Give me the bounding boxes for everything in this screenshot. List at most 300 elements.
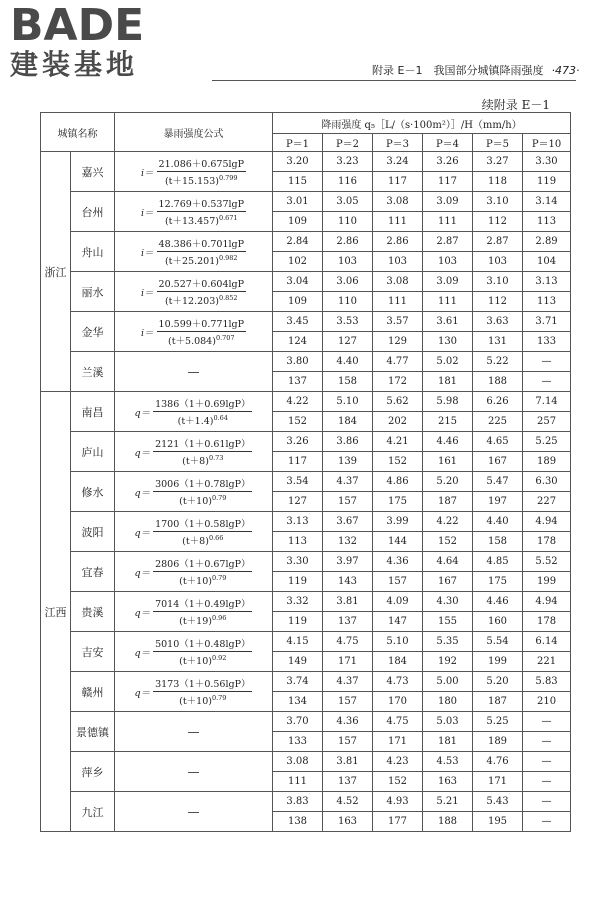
formula-numerator: 20.527＋0.604lgP — [157, 276, 246, 292]
q5-value-cell: 5.10 — [373, 632, 423, 652]
h-value-cell: 171 — [473, 772, 523, 792]
q5-value-cell: 4.23 — [373, 752, 423, 772]
q5-value-cell: 4.94 — [523, 512, 571, 532]
q5-value-cell: 3.54 — [273, 472, 323, 492]
q5-value-cell: 4.46 — [473, 592, 523, 612]
h-value-cell: 163 — [323, 812, 373, 832]
q5-value-cell: 3.45 — [273, 312, 323, 332]
table-row — [41, 432, 571, 452]
q5-value-cell: 3.13 — [523, 272, 571, 292]
formula-fraction — [157, 276, 246, 307]
formula-lhs: i＝ — [141, 327, 154, 339]
col-header-p3: P＝3 — [373, 134, 423, 152]
province-cell: 浙江 — [41, 152, 71, 392]
q5-value-cell: 3.83 — [273, 792, 323, 812]
h-value-cell: 167 — [473, 452, 523, 472]
formula-fraction — [153, 636, 252, 667]
h-value-cell: 133 — [523, 332, 571, 352]
formula-exponent: 0.79 — [211, 573, 227, 582]
q5-value-cell: 4.73 — [373, 672, 423, 692]
h-value-cell: 137 — [273, 372, 323, 392]
formula-cell — [115, 472, 273, 512]
formula-lhs: q＝ — [134, 447, 151, 459]
h-value-cell: 188 — [473, 372, 523, 392]
q5-value-cell: 3.30 — [273, 552, 323, 572]
storm-intensity-formula — [141, 236, 246, 267]
h-value-cell: 137 — [323, 612, 373, 632]
h-value-cell: 111 — [273, 772, 323, 792]
q5-value-cell: 5.47 — [473, 472, 523, 492]
logo-subtitle: 建装基地 — [10, 48, 139, 81]
h-value-cell: 117 — [373, 172, 423, 192]
q5-value-cell: 4.36 — [373, 552, 423, 572]
q5-value-cell: 4.37 — [323, 672, 373, 692]
formula-fraction — [157, 316, 246, 347]
q5-value-cell: 4.09 — [373, 592, 423, 612]
formula-denominator-base: (t＋10) — [179, 696, 212, 707]
formula-cell — [115, 552, 273, 592]
q5-value-cell: 5.21 — [423, 792, 473, 812]
h-value-cell: 163 — [423, 772, 473, 792]
h-value-cell: 157 — [323, 692, 373, 712]
h-value-cell: 188 — [423, 812, 473, 832]
h-value-cell: 187 — [423, 492, 473, 512]
formula-exponent: 0.852 — [218, 293, 238, 302]
h-value-cell: 152 — [423, 532, 473, 552]
h-value-cell: 115 — [273, 172, 323, 192]
city-name-cell: 宜春 — [71, 552, 115, 592]
formula-fraction — [157, 196, 246, 227]
h-value-cell: 127 — [273, 492, 323, 512]
storm-intensity-formula — [135, 676, 253, 707]
h-value-cell: 184 — [373, 652, 423, 672]
table-row — [41, 592, 571, 612]
formula-numerator: 7014（1＋0.49lgP） — [153, 596, 252, 612]
formula-denominator-base: (t＋8) — [182, 456, 209, 467]
formula-cell — [115, 672, 273, 712]
city-name-cell: 吉安 — [71, 632, 115, 672]
table-row — [41, 752, 571, 772]
city-name-cell: 金华 — [71, 312, 115, 352]
city-name-cell: 丽水 — [71, 272, 115, 312]
q5-value-cell: 4.52 — [323, 792, 373, 812]
h-value-cell: 178 — [523, 612, 571, 632]
h-value-cell: 112 — [473, 292, 523, 312]
h-value-cell: 102 — [273, 252, 323, 272]
h-value-cell: 178 — [523, 532, 571, 552]
q5-value-cell: 5.52 — [523, 552, 571, 572]
table-row — [41, 392, 571, 412]
h-value-cell: 111 — [373, 292, 423, 312]
formula-numerator: 21.086＋0.675lgP — [157, 156, 246, 172]
q5-value-cell: 3.05 — [323, 192, 373, 212]
q5-value-cell: 3.32 — [273, 592, 323, 612]
q5-value-cell: 2.89 — [523, 232, 571, 252]
formula-denominator-base: (t＋15.153) — [164, 176, 219, 187]
formula-cell — [115, 392, 273, 432]
h-value-cell: 160 — [473, 612, 523, 632]
storm-intensity-formula — [141, 276, 246, 307]
h-value-cell: 129 — [373, 332, 423, 352]
col-header-p5: P＝5 — [473, 134, 523, 152]
formula-cell — [115, 352, 273, 392]
q5-value-cell: 2.86 — [323, 232, 373, 252]
h-value-cell: 227 — [523, 492, 571, 512]
h-value-cell: 149 — [273, 652, 323, 672]
storm-intensity-formula — [135, 436, 253, 467]
h-value-cell: 134 — [273, 692, 323, 712]
no-formula-dash: — — [187, 804, 200, 819]
formula-numerator: 48.386＋0.701lgP — [157, 236, 246, 252]
h-value-cell: 131 — [473, 332, 523, 352]
logo-wordmark: BADE — [10, 0, 145, 51]
col-header-city: 城镇名称 — [41, 113, 115, 152]
h-value-cell: 161 — [423, 452, 473, 472]
q5-value-cell: 3.63 — [473, 312, 523, 332]
table-row — [41, 272, 571, 292]
col-header-p4: P＝4 — [423, 134, 473, 152]
h-value-cell: 152 — [373, 452, 423, 472]
storm-intensity-formula — [141, 196, 246, 227]
formula-cell — [115, 312, 273, 352]
formula-lhs: q＝ — [134, 607, 151, 619]
h-value-cell: 133 — [273, 732, 323, 752]
city-name-cell: 贵溪 — [71, 592, 115, 632]
h-value-cell: 157 — [373, 572, 423, 592]
h-value-cell: 109 — [273, 212, 323, 232]
q5-value-cell: 4.15 — [273, 632, 323, 652]
h-value-cell: 103 — [423, 252, 473, 272]
running-header — [372, 62, 580, 78]
formula-numerator: 2806（1＋0.67lgP） — [153, 556, 252, 572]
q5-value-cell: 4.36 — [323, 712, 373, 732]
q5-value-cell: 5.03 — [423, 712, 473, 732]
q5-value-cell: 3.97 — [323, 552, 373, 572]
city-name-cell: 修水 — [71, 472, 115, 512]
h-value-cell: 103 — [373, 252, 423, 272]
h-value-cell: 130 — [423, 332, 473, 352]
formula-cell — [115, 752, 273, 792]
h-value-cell: 103 — [473, 252, 523, 272]
storm-intensity-formula — [141, 156, 246, 187]
q5-value-cell: 2.87 — [473, 232, 523, 252]
city-name-cell: 南昌 — [71, 392, 115, 432]
h-value-cell: 111 — [373, 212, 423, 232]
h-value-cell: 147 — [373, 612, 423, 632]
h-value-cell: 132 — [323, 532, 373, 552]
no-formula-dash: — — [187, 364, 200, 379]
formula-fraction — [153, 516, 252, 547]
q5-value-cell: — — [523, 792, 571, 812]
col-header-p1: P＝1 — [273, 134, 323, 152]
formula-denominator — [163, 212, 240, 227]
q5-value-cell: 3.67 — [323, 512, 373, 532]
h-value-cell: 124 — [273, 332, 323, 352]
formula-numerator: 12.769＋0.537lgP — [157, 196, 246, 212]
storm-intensity-formula — [135, 396, 253, 427]
city-name-cell: 台州 — [71, 192, 115, 232]
formula-cell — [115, 432, 273, 472]
formula-lhs: q＝ — [134, 647, 151, 659]
formula-cell — [115, 192, 273, 232]
no-formula-dash: — — [187, 764, 200, 779]
q5-value-cell: — — [523, 712, 571, 732]
q5-value-cell: 4.21 — [373, 432, 423, 452]
h-value-cell: 221 — [523, 652, 571, 672]
h-value-cell: 137 — [323, 772, 373, 792]
formula-denominator — [180, 532, 225, 547]
storm-intensity-formula — [135, 636, 253, 667]
formula-denominator — [177, 492, 228, 507]
q5-value-cell: 3.13 — [273, 512, 323, 532]
formula-exponent: 0.64 — [213, 413, 228, 422]
h-value-cell: 210 — [523, 692, 571, 712]
h-value-cell: 138 — [273, 812, 323, 832]
h-value-cell: — — [523, 772, 571, 792]
h-value-cell: 113 — [523, 212, 571, 232]
q5-value-cell: 6.26 — [473, 392, 523, 412]
q5-value-cell: 6.14 — [523, 632, 571, 652]
table-row — [41, 152, 571, 172]
h-value-cell: 152 — [373, 772, 423, 792]
formula-denominator — [166, 332, 237, 347]
h-value-cell: 199 — [473, 652, 523, 672]
formula-denominator-base: (t＋8) — [182, 536, 209, 547]
storm-intensity-formula — [135, 476, 253, 507]
q5-value-cell: 4.93 — [373, 792, 423, 812]
h-value-cell: 197 — [473, 492, 523, 512]
q5-value-cell: 3.86 — [323, 432, 373, 452]
running-header-title: 附录 E－1 我国部分城镇降雨强度 — [372, 64, 544, 77]
q5-value-cell: 5.20 — [473, 672, 523, 692]
formula-numerator: 3173（1＋0.56lgP） — [153, 676, 252, 692]
formula-exponent: 0.79 — [211, 693, 227, 702]
h-value-cell: — — [523, 732, 571, 752]
city-name-cell: 波阳 — [71, 512, 115, 552]
q5-value-cell: 5.20 — [423, 472, 473, 492]
no-formula-dash: — — [187, 724, 200, 739]
q5-value-cell: 4.94 — [523, 592, 571, 612]
q5-value-cell: 3.23 — [323, 152, 373, 172]
formula-denominator-base: (t＋1.4) — [177, 416, 214, 427]
q5-value-cell: 2.86 — [373, 232, 423, 252]
h-value-cell: 187 — [473, 692, 523, 712]
h-value-cell: 117 — [273, 452, 323, 472]
h-value-cell: 111 — [423, 212, 473, 232]
q5-value-cell: — — [523, 752, 571, 772]
q5-value-cell: 4.64 — [423, 552, 473, 572]
q5-value-cell: 3.24 — [373, 152, 423, 172]
formula-denominator — [163, 172, 240, 187]
formula-cell — [115, 152, 273, 192]
q5-value-cell: 3.08 — [273, 752, 323, 772]
h-value-cell: 113 — [523, 292, 571, 312]
q5-value-cell: 3.26 — [423, 152, 473, 172]
formula-lhs: q＝ — [134, 407, 151, 419]
formula-cell — [115, 792, 273, 832]
formula-lhs: q＝ — [134, 487, 151, 499]
city-name-cell: 兰溪 — [71, 352, 115, 392]
q5-value-cell: 4.22 — [423, 512, 473, 532]
q5-value-cell: 5.02 — [423, 352, 473, 372]
q5-value-cell: 3.06 — [323, 272, 373, 292]
h-value-cell: 257 — [523, 412, 571, 432]
h-value-cell: 181 — [423, 732, 473, 752]
storm-intensity-formula — [141, 316, 246, 347]
q5-value-cell: 3.20 — [273, 152, 323, 172]
q5-value-cell: 4.75 — [323, 632, 373, 652]
h-value-cell: — — [523, 812, 571, 832]
col-header-formula: 暴雨强度公式 — [115, 113, 273, 152]
formula-lhs: i＝ — [141, 207, 154, 219]
formula-exponent: 0.707 — [215, 333, 235, 342]
table-row — [41, 552, 571, 572]
q5-value-cell: 2.84 — [273, 232, 323, 252]
formula-lhs: q＝ — [134, 687, 151, 699]
formula-denominator-base: (t＋5.084) — [168, 336, 216, 347]
formula-exponent: 0.799 — [218, 173, 238, 182]
formula-numerator: 1700（1＋0.58lgP） — [153, 516, 252, 532]
table-caption: 续附录 E－1 — [481, 98, 550, 112]
city-name-cell: 赣州 — [71, 672, 115, 712]
q5-value-cell: 5.10 — [323, 392, 373, 412]
q5-value-cell: 3.74 — [273, 672, 323, 692]
q5-value-cell: — — [523, 352, 571, 372]
q5-value-cell: 4.75 — [373, 712, 423, 732]
formula-lhs: i＝ — [141, 287, 154, 299]
table-row — [41, 512, 571, 532]
h-value-cell: 152 — [273, 412, 323, 432]
h-value-cell: 172 — [373, 372, 423, 392]
h-value-cell: 180 — [423, 692, 473, 712]
h-value-cell: 184 — [323, 412, 373, 432]
q5-value-cell: 3.81 — [323, 752, 373, 772]
q5-value-cell: 4.46 — [423, 432, 473, 452]
q5-value-cell: 4.30 — [423, 592, 473, 612]
h-value-cell: 171 — [373, 732, 423, 752]
q5-value-cell: 4.37 — [323, 472, 373, 492]
q5-value-cell: 3.09 — [423, 272, 473, 292]
formula-fraction — [157, 236, 246, 267]
h-value-cell: 103 — [323, 252, 373, 272]
q5-value-cell: 5.25 — [473, 712, 523, 732]
h-value-cell: 119 — [273, 572, 323, 592]
formula-fraction — [153, 676, 252, 707]
q5-value-cell: 3.08 — [373, 272, 423, 292]
h-value-cell: 117 — [423, 172, 473, 192]
h-value-cell: 158 — [473, 532, 523, 552]
formula-denominator — [180, 452, 225, 467]
city-name-cell: 萍乡 — [71, 752, 115, 792]
h-value-cell: 171 — [323, 652, 373, 672]
h-value-cell: 181 — [423, 372, 473, 392]
q5-value-cell: 3.26 — [273, 432, 323, 452]
h-value-cell: 199 — [523, 572, 571, 592]
formula-lhs: q＝ — [134, 527, 151, 539]
h-value-cell: 192 — [423, 652, 473, 672]
formula-denominator — [177, 612, 228, 627]
formula-fraction — [153, 436, 252, 467]
formula-denominator — [176, 412, 230, 427]
formula-exponent: 0.96 — [211, 613, 227, 622]
q5-value-cell: 4.77 — [373, 352, 423, 372]
table-row — [41, 792, 571, 812]
h-value-cell: 170 — [373, 692, 423, 712]
q5-value-cell: 3.30 — [523, 152, 571, 172]
q5-value-cell: 3.99 — [373, 512, 423, 532]
q5-value-cell: 3.14 — [523, 192, 571, 212]
storm-intensity-formula — [135, 516, 253, 547]
q5-value-cell: 4.85 — [473, 552, 523, 572]
h-value-cell: 110 — [323, 212, 373, 232]
q5-value-cell: 4.76 — [473, 752, 523, 772]
storm-intensity-formula — [135, 596, 253, 627]
q5-value-cell: 3.09 — [423, 192, 473, 212]
formula-lhs: q＝ — [134, 567, 151, 579]
province-cell: 江西 — [41, 392, 71, 832]
formula-denominator — [177, 572, 228, 587]
city-name-cell: 嘉兴 — [71, 152, 115, 192]
formula-denominator-base: (t＋19) — [179, 616, 212, 627]
formula-lhs: i＝ — [141, 167, 154, 179]
q5-value-cell: 3.61 — [423, 312, 473, 332]
h-value-cell: 111 — [423, 292, 473, 312]
formula-fraction — [157, 156, 246, 187]
table-row — [41, 232, 571, 252]
h-value-cell: 143 — [323, 572, 373, 592]
formula-numerator: 1386（1＋0.69lgP） — [153, 396, 252, 412]
h-value-cell: 175 — [373, 492, 423, 512]
formula-cell — [115, 712, 273, 752]
h-value-cell: 155 — [423, 612, 473, 632]
h-value-cell: 104 — [523, 252, 571, 272]
rainfall-intensity-table — [40, 112, 571, 832]
page-number: ·473· — [551, 64, 580, 77]
header-rule — [212, 80, 576, 81]
h-value-cell: 127 — [323, 332, 373, 352]
formula-denominator-base: (t＋25.201) — [164, 256, 219, 267]
formula-cell — [115, 272, 273, 312]
table-header-row — [41, 113, 571, 134]
formula-fraction — [153, 476, 252, 507]
q5-value-cell: 4.22 — [273, 392, 323, 412]
table-row — [41, 312, 571, 332]
formula-fraction — [153, 556, 252, 587]
q5-value-cell: 5.43 — [473, 792, 523, 812]
q5-value-cell: 5.22 — [473, 352, 523, 372]
h-value-cell: 109 — [273, 292, 323, 312]
q5-value-cell: 5.35 — [423, 632, 473, 652]
formula-exponent: 0.982 — [218, 253, 238, 262]
formula-cell — [115, 592, 273, 632]
formula-denominator-base: (t＋12.203) — [164, 296, 219, 307]
q5-value-cell: 3.10 — [473, 192, 523, 212]
formula-denominator — [177, 692, 228, 707]
city-name-cell: 九江 — [71, 792, 115, 832]
table-row — [41, 632, 571, 652]
h-value-cell: 157 — [323, 732, 373, 752]
formula-denominator-base: (t＋10) — [179, 496, 212, 507]
q5-value-cell: 3.70 — [273, 712, 323, 732]
h-value-cell: 177 — [373, 812, 423, 832]
formula-denominator — [163, 292, 240, 307]
table-row — [41, 472, 571, 492]
col-header-p10: P＝10 — [523, 134, 571, 152]
h-value-cell: 215 — [423, 412, 473, 432]
q5-value-cell: 3.71 — [523, 312, 571, 332]
h-value-cell: 189 — [473, 732, 523, 752]
h-value-cell: 195 — [473, 812, 523, 832]
